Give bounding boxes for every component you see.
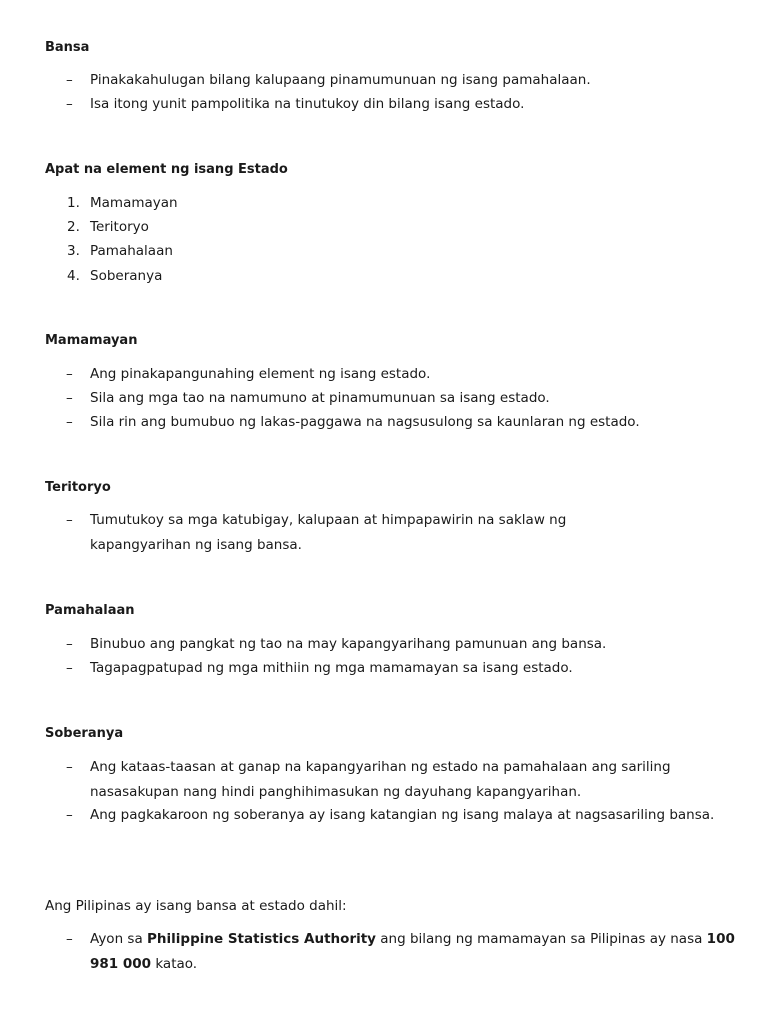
dash-marker: – bbox=[66, 759, 73, 775]
heading-teritoryo: Teritoryo bbox=[45, 480, 111, 495]
bullet-text: Pinakakahulugan bilang kalupaang pinamumunuan ng isang pamahalaan. bbox=[90, 72, 591, 88]
bullet-item bbox=[66, 68, 736, 93]
bullet-item bbox=[66, 410, 736, 435]
item-label: Mamamayan bbox=[90, 195, 178, 211]
dash-marker: – bbox=[66, 72, 73, 88]
numbered-item bbox=[67, 195, 178, 211]
heading-mamamayan: Mamamayan bbox=[45, 333, 138, 348]
bullet-item bbox=[66, 508, 626, 557]
bullet-item bbox=[66, 632, 736, 657]
dash-marker: – bbox=[66, 390, 73, 406]
bullet-text bbox=[90, 927, 736, 976]
bullet-item bbox=[66, 927, 736, 976]
bullet-item bbox=[66, 386, 736, 411]
dash-marker: – bbox=[66, 807, 73, 823]
bullet-text: Ang pagkakaroon ng soberanya ay isang katangian ng isang malaya at nagsasariling bansa. bbox=[90, 807, 715, 823]
bullet-text: Tagapagpatupad ng mga mithiin ng mga mamamayan sa isang estado. bbox=[90, 660, 573, 676]
item-label: Teritoryo bbox=[90, 219, 149, 235]
bullet-item bbox=[66, 803, 736, 828]
heading-bansa: Bansa bbox=[45, 40, 90, 55]
bullet-text: Binubuo ang pangkat ng tao na may kapangyarihang pamunuan ang bansa. bbox=[90, 636, 607, 652]
bullet-text: Ang kataas-taasan at ganap na kapangyarihan ng estado na pamahalaan ang sariling nasasakupan nang hindi panghihimasukan ng dayuhang kapangyarihan. bbox=[90, 759, 671, 800]
bullet-text: Sila ang mga tao na namumuno at pinamumunuan sa isang estado. bbox=[90, 390, 550, 406]
text-segment: katao. bbox=[151, 955, 198, 972]
dash-marker: – bbox=[66, 931, 73, 947]
bullet-text: Isa itong yunit pampolitika na tinutukoy din bilang isang estado. bbox=[90, 96, 525, 112]
bullet-text: Sila rin ang bumubuo ng lakas-paggawa na nagsusulong sa kaunlaran ng estado. bbox=[90, 414, 640, 430]
dash-marker: – bbox=[66, 636, 73, 652]
item-number: 4. bbox=[67, 268, 80, 284]
text-segment: Ayon sa bbox=[90, 931, 148, 947]
numbered-item bbox=[67, 243, 173, 259]
agency-name: Philippine Statistics Authority bbox=[147, 931, 376, 947]
bullet-text: Ang pinakapangunahing element ng isang estado. bbox=[90, 366, 431, 382]
dash-marker: – bbox=[66, 96, 73, 112]
heading-elemento: Apat na element ng isang Estado bbox=[45, 162, 288, 177]
bullet-item bbox=[66, 755, 716, 804]
dash-marker: – bbox=[66, 414, 73, 430]
population-figure: 100 981 000 bbox=[90, 931, 735, 972]
intro-paragraph: Ang Pilipinas ay isang bansa at estado dahil: bbox=[45, 898, 347, 914]
item-number: 3. bbox=[67, 243, 80, 259]
dash-marker: – bbox=[66, 512, 73, 528]
bullet-item bbox=[66, 362, 736, 387]
dash-marker: – bbox=[66, 366, 73, 382]
heading-pamahalaan: Pamahalaan bbox=[45, 603, 135, 618]
item-label: Pamahalaan bbox=[90, 243, 173, 259]
bullet-text: Tumutukoy sa mga katubigay, kalupaan at himpapawirin na saklaw ng kapangyarihan ng isang bansa. bbox=[90, 512, 567, 553]
bullet-item bbox=[66, 656, 736, 681]
heading-soberanya: Soberanya bbox=[45, 726, 124, 741]
dash-marker: – bbox=[66, 660, 73, 676]
item-number: 1. bbox=[67, 195, 80, 211]
text-segment: ang bilang ng mamamayan sa Pilipinas ay nasa bbox=[375, 931, 707, 947]
item-number: 2. bbox=[67, 219, 80, 235]
item-label: Soberanya bbox=[90, 268, 163, 284]
bullet-item bbox=[66, 92, 736, 117]
numbered-item bbox=[67, 268, 162, 284]
numbered-item bbox=[67, 219, 149, 235]
